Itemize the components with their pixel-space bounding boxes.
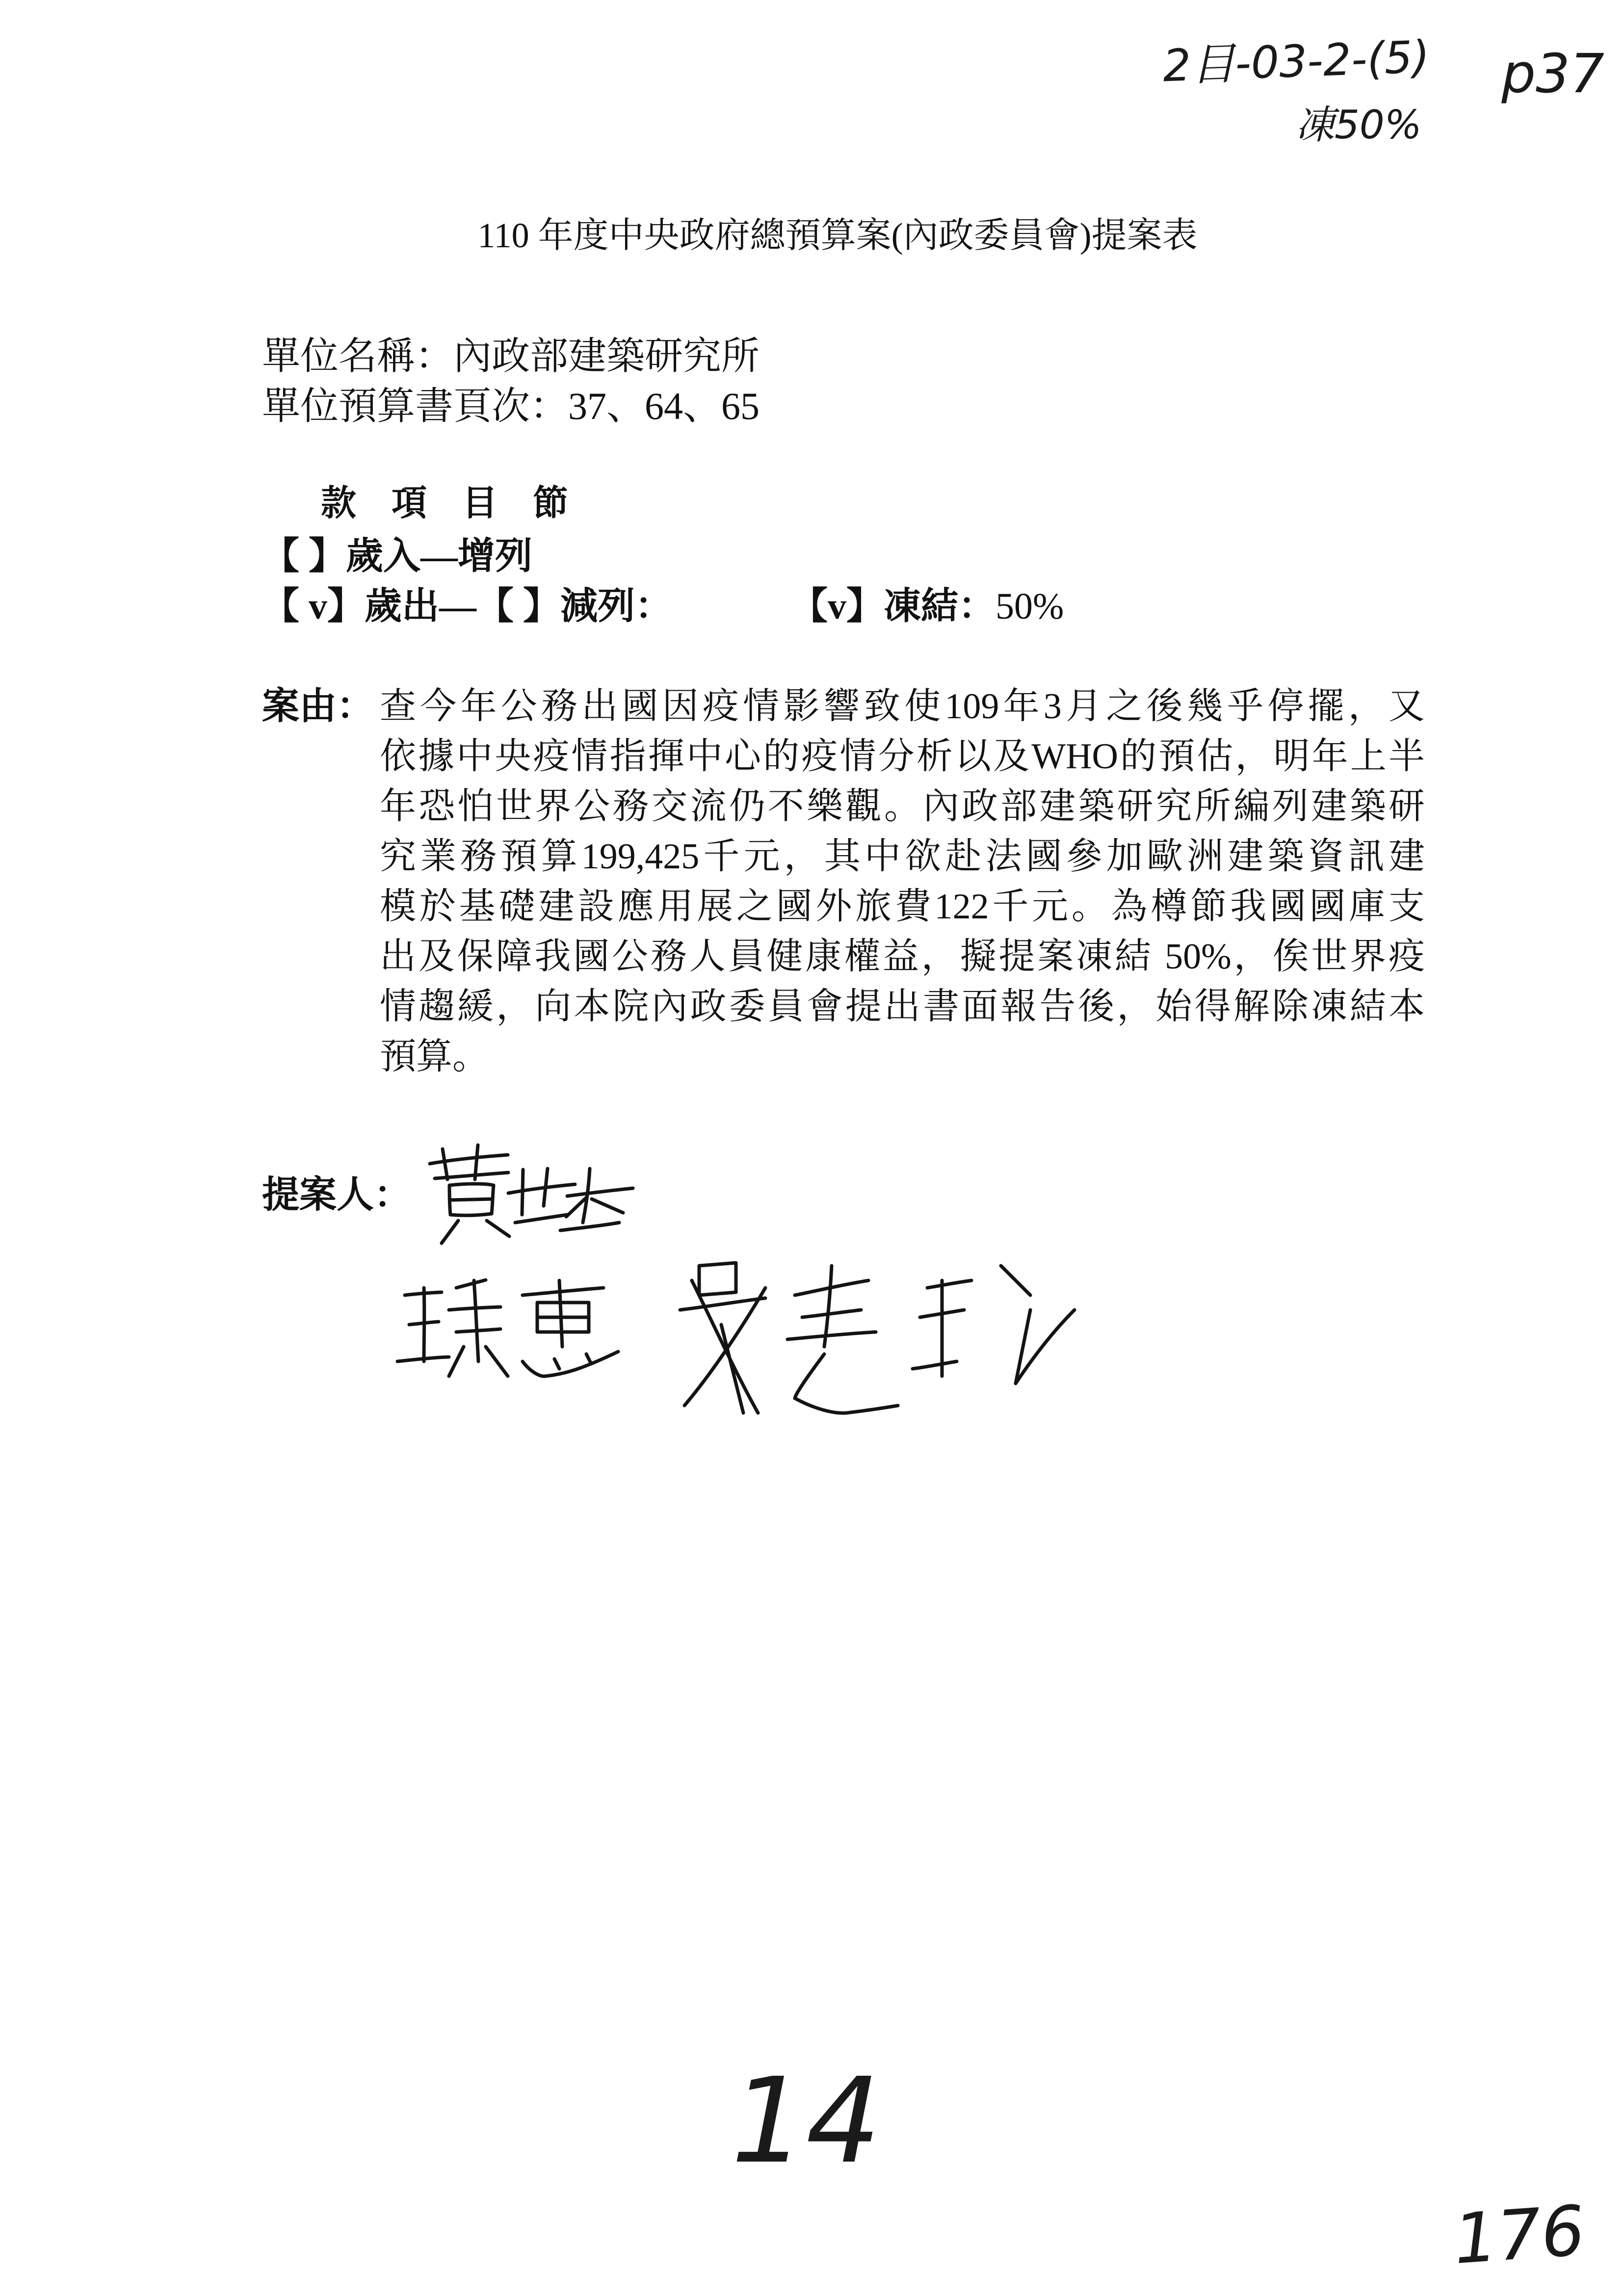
- reason-line: 出及保障我國公務人員健康權益，擬提案凍結 50%，俟世界疫: [380, 937, 1425, 977]
- proposer-label: 提案人：: [262, 1174, 411, 1216]
- freeze-row: [790, 583, 1064, 629]
- budget-pages-row: [262, 383, 760, 429]
- signature-1: [417, 1138, 643, 1256]
- revenue-label: 歲入—增列: [346, 536, 532, 577]
- reduction-checkbox-mark: 【 】: [476, 586, 560, 627]
- expenditure-checkbox-mark: 【 v】: [262, 586, 365, 627]
- reason-label: 案由：: [262, 686, 374, 727]
- signature-strokes: [680, 1263, 1074, 1413]
- expenditure-row: [262, 583, 672, 629]
- reduction-label: 減列：: [560, 586, 672, 627]
- reason-line: 查今年公務出國因疫情影響致使109年3月之後幾乎停擺，又: [380, 686, 1425, 727]
- reason-line: 依據中央疫情指揮中心的疫情分析以及WHO的預估，明年上半: [380, 736, 1425, 777]
- freeze-value: 50%: [995, 586, 1064, 627]
- expenditure-label: 歲出—: [365, 586, 476, 627]
- reason-text: [380, 681, 1425, 1082]
- signature-2: [393, 1273, 628, 1391]
- reason-line: 預算。: [380, 1037, 489, 1077]
- handwritten-page-ref: p37: [1501, 42, 1604, 105]
- budget-pages-value: 37、64、65: [568, 385, 760, 427]
- revenue-checkbox-mark: 【 】: [262, 536, 346, 577]
- unit-name-label: 單位名稱：: [262, 335, 454, 377]
- freeze-checkbox-mark: 【v】: [790, 586, 884, 627]
- handwritten-reference-code: 2目-03-2-(5): [1162, 31, 1431, 92]
- form-title: 110 年度中央政府總預算案(內政委員會)提案表: [477, 216, 1198, 255]
- handwritten-proposal-number: 14: [731, 2052, 881, 2190]
- revenue-row: [262, 533, 532, 579]
- unit-name-row: [262, 333, 760, 379]
- handwritten-page-number: 176: [1451, 2191, 1588, 2280]
- handwritten-freeze-note: 凍50%: [1295, 102, 1422, 148]
- freeze-label: 凍結：: [884, 586, 995, 627]
- signature-3: [667, 1246, 1079, 1442]
- signature-strokes: [397, 1280, 618, 1376]
- budget-pages-label: 單位預算書頁次：: [262, 385, 569, 427]
- reason-line: 究業務預算199,425千元，其中欲赴法國參加歐洲建築資訊建: [380, 836, 1425, 877]
- reason-line: 模於基礎建設應用展之國外旅費122千元。為樽節我國國庫支: [380, 887, 1425, 927]
- reason-line: 情趨緩，向本院內政委員會提出書面報告後，始得解除凍結本: [380, 987, 1425, 1027]
- signature-strokes: [430, 1145, 633, 1243]
- section-heading: 款 項 目 節: [321, 484, 569, 523]
- reason-line: 年恐怕世界公務交流仍不樂觀。內政部建築研究所編列建築研: [380, 786, 1425, 827]
- unit-name-value: 內政部建築研究所: [453, 335, 760, 377]
